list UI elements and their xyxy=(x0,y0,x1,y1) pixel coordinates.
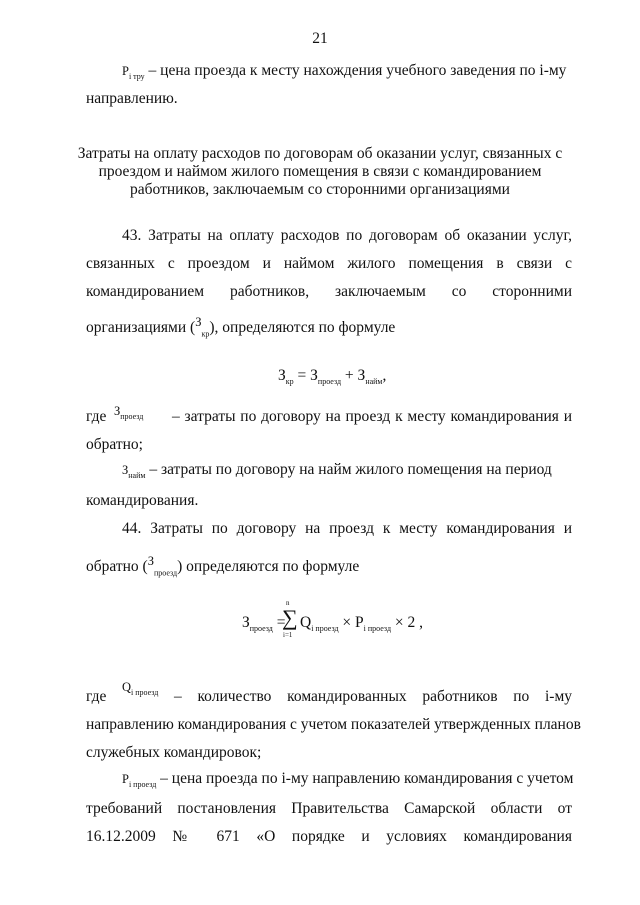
body-line: направлению. xyxy=(86,90,178,107)
body-line: служебных командировок; xyxy=(86,744,262,761)
formula-z-proezd-rhs xyxy=(300,614,423,633)
body-line: направлению командирования с учетом показателей утвержденных планов xyxy=(86,716,581,733)
symbol: Q xyxy=(122,680,132,694)
subscript: найм xyxy=(128,471,146,481)
formula-operator: + xyxy=(341,367,358,384)
symbol: З xyxy=(114,404,121,418)
body-line: командирования. xyxy=(86,492,199,509)
definition-q-proezd xyxy=(122,678,158,697)
definition-text: – количество командированных работников по i-му xyxy=(174,688,572,705)
text-run: организациями ( xyxy=(86,319,196,337)
subscript: проезд xyxy=(154,568,178,578)
definition-p-tru xyxy=(122,62,566,81)
definition-text: – затраты по договору на найм жилого помещения на период xyxy=(145,461,552,478)
sum-upper-limit: n xyxy=(286,599,290,607)
paragraph-44-line: 44. Затраты по договору на проезд к месту командирования и xyxy=(122,520,572,537)
symbol: З xyxy=(195,315,202,329)
section-heading-line: проездом и наймом жилого помещения в связи с командированием xyxy=(98,163,542,180)
paragraph-43-line: 43. Затраты на оплату расходов по договорам об оказании услуг, xyxy=(122,227,572,244)
formula-z-kr xyxy=(278,367,386,386)
subscript: i проезд xyxy=(311,624,339,634)
where-label: где xyxy=(86,408,107,425)
subscript: проезд xyxy=(120,412,144,422)
subscript: проезд xyxy=(317,377,342,387)
formula-operator: × 2 , xyxy=(391,614,424,631)
formula-operator: , xyxy=(382,367,387,384)
definition-p-proezd xyxy=(122,770,573,789)
body-line: требований постановления Правительства Самарской области от xyxy=(86,800,572,817)
formula-symbol: З xyxy=(278,367,286,384)
paragraph-43-line xyxy=(86,313,395,338)
definition-z-naim xyxy=(122,461,552,480)
symbol: З xyxy=(147,554,154,568)
formula-symbol: Q xyxy=(300,614,312,631)
text-run: ) определяются по формуле xyxy=(177,558,360,576)
subscript: кр xyxy=(285,377,294,387)
definition-z-proezd xyxy=(114,402,143,421)
subscript: i проезд xyxy=(131,688,159,698)
text-run: ), определяются по формуле xyxy=(209,319,396,337)
subscript: проезд xyxy=(249,624,273,634)
section-heading-line: работников, заключаемым со сторонними организациями xyxy=(130,181,510,198)
paragraph-44-line xyxy=(86,552,359,577)
sum-sign: ∑ xyxy=(282,605,298,630)
definition-text: – цена проезда по i-му направлению командирования с учетом xyxy=(156,770,574,787)
definition-text: – затраты по договору на проезд к месту командирования и xyxy=(172,408,572,425)
formula-operator: × xyxy=(338,614,356,631)
text-run: обратно ( xyxy=(86,558,148,576)
paragraph-43-line: командированием работников, заключаемым со сторонними xyxy=(86,283,572,300)
symbol: З xyxy=(122,463,129,477)
formula-symbol: З xyxy=(357,367,366,384)
symbol: P xyxy=(122,64,129,78)
formula-symbol: З xyxy=(310,367,318,384)
subscript: найм xyxy=(365,377,383,387)
paragraph-43-line: связанных с проездом и наймом жилого помещения в связи с xyxy=(86,255,572,272)
symbol: P xyxy=(122,772,129,786)
section-heading-line: Затраты на оплату расходов по договорам об оказании услуг, связанных с xyxy=(77,145,563,162)
body-line: 16.12.2009 № 671 «О порядке и условиях командирования xyxy=(86,828,572,845)
formula-symbol: З xyxy=(242,614,250,631)
where-label: где xyxy=(86,688,107,705)
formula-operator: = xyxy=(293,367,311,384)
formula-operator: = xyxy=(272,614,286,631)
definition-text: – цена проезда к месту нахождения учебного заведения по i-му xyxy=(144,62,567,79)
subscript: i проезд xyxy=(128,780,157,790)
page-number: 21 xyxy=(312,30,328,47)
formula-symbol: P xyxy=(355,614,364,631)
formula-z-proezd-lhs xyxy=(242,614,286,633)
body-line: обратно; xyxy=(86,436,143,453)
subscript: кр xyxy=(201,329,210,339)
subscript: i проезд xyxy=(363,624,392,634)
subscript: i тру xyxy=(128,72,145,82)
sum-lower-limit: i=1 xyxy=(283,631,293,639)
